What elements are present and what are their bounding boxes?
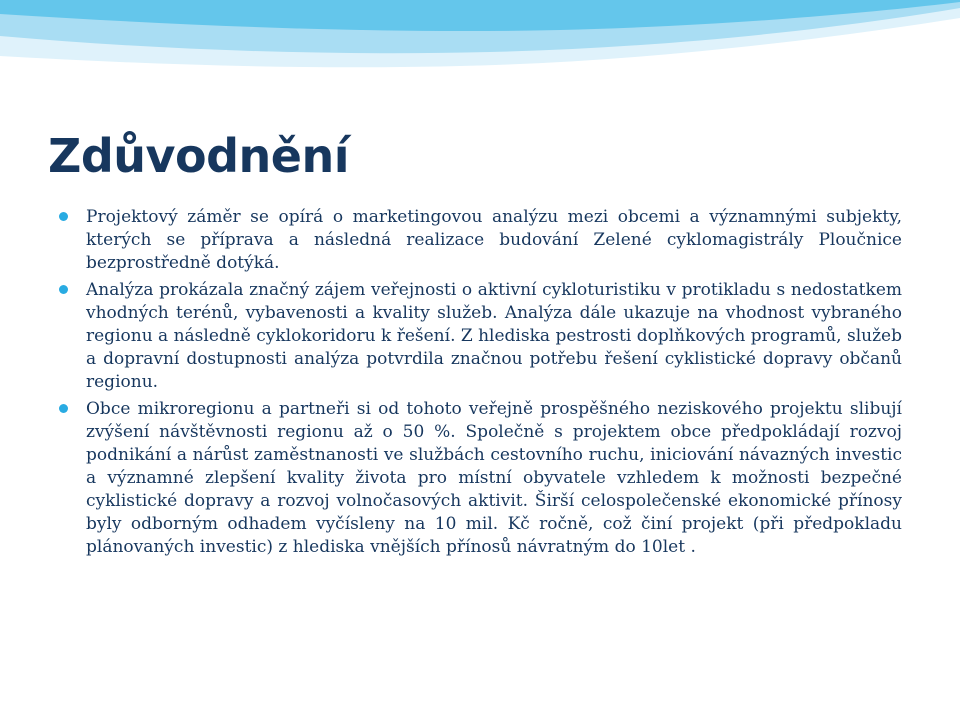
bullet-item [86, 206, 902, 275]
bullet-text: Obce mikroregionu a partneři si od tohoto veřejně prospěšného neziskového projektu slibují zvýšení návštěvnosti regionu až o 50 %. Společně s projektem obce předpokládají rozvoj podnikání a nárůst zaměstnanosti ve službách cestovního ruchu, iniciování návazných investic a významné zlepšení kvality života pro místní obyvatele vzhledem k možnosti bezpečné cyklistické dopravy a rozvoj volnočasových aktivit. Širší celospolečenské ekonomické přínosy byly odborným odhadem vyčísleny na 10 mil. Kč ročně, což činí projekt (při předpokladu plánovaných investic) z hlediska vnějších přínosů návratným do 10let . [86, 399, 902, 557]
bullet-text: Analýza prokázala značný zájem veřejnosti o aktivní cykloturistiku v protikladu s nedostatkem vhodných terénů, vybavenosti a kvality služeb. Analýza dále ukazuje na vhodnost vybraného regionu a následně cyklokoridoru k řešení. Z hlediska pestrosti doplňkových programů, služeb a dopravní dostupnosti analýza potvrdila značnou potřebu řešení cyklistické dopravy občanů regionu. [86, 280, 902, 392]
slide-title: Zdůvodnění [48, 129, 350, 183]
bullet-dot-icon [59, 285, 68, 294]
bullet-item [86, 398, 902, 559]
bullet-dot-icon [59, 212, 68, 221]
bullet-list [86, 206, 902, 563]
bullet-text: Projektový záměr se opírá o marketingovou analýzu mezi obcemi a významnými subjekty, kterých se příprava a následná realizace budování Zelené cyklomagistrály Ploučnice bezprostředně dotýká. [86, 207, 902, 273]
bullet-item [86, 279, 902, 394]
bullet-dot-icon [59, 404, 68, 413]
header-wave-decoration [0, 0, 960, 120]
